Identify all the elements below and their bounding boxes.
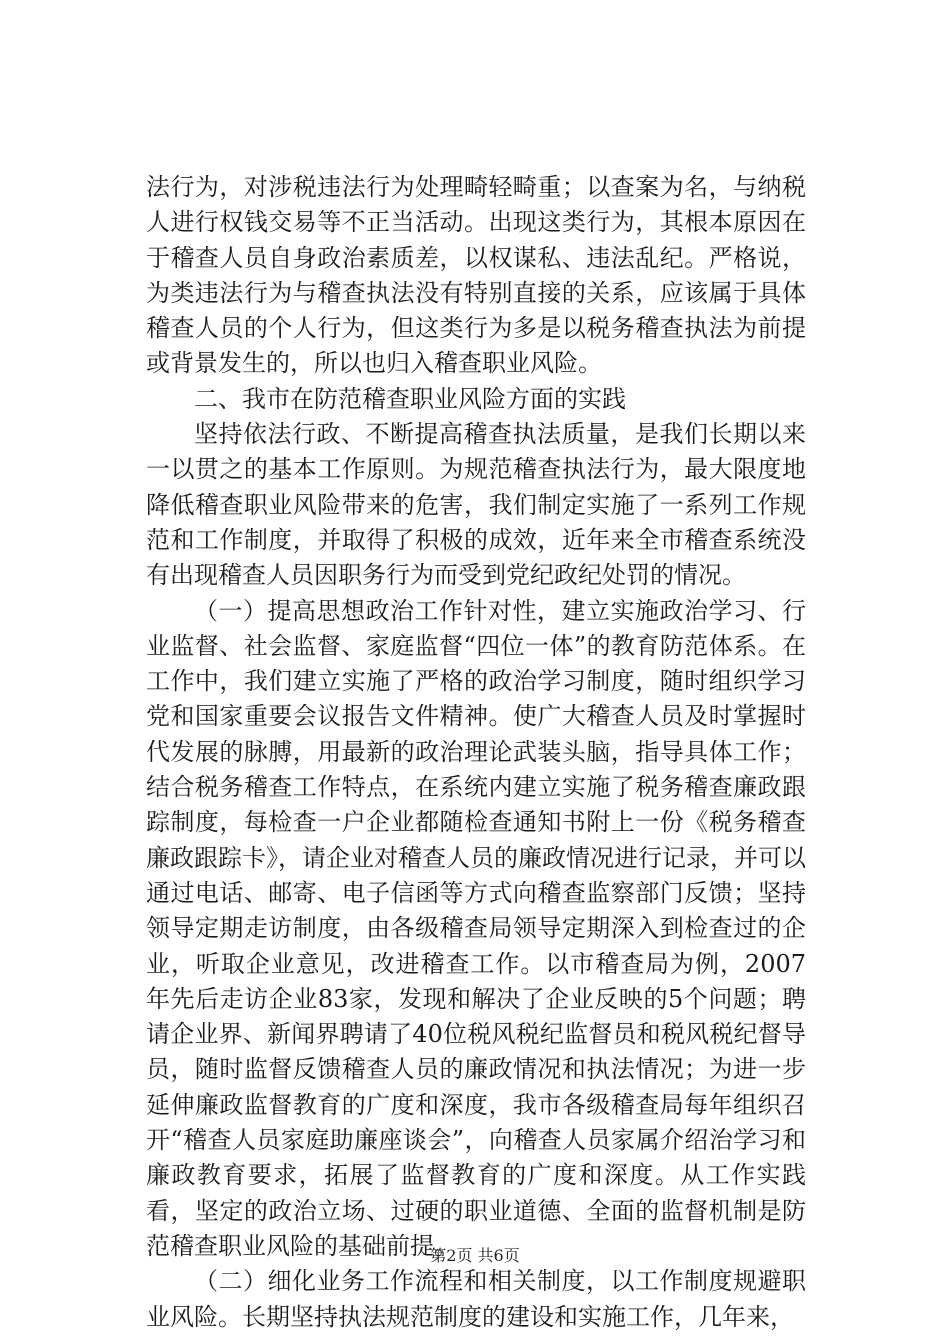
page-number-footer: 第2页 共6页 xyxy=(430,1246,520,1265)
paragraph-4: （一）提高思想政治工作针对性，建立实施政治学习、行业监督、社会监督、家庭监督“四位一体”的教育防范体系。在工作中，我们建立实施了严格的政治学习制度，随时组织学习党和国家重要会议报告文件精神。使广大稽查人员及时掌握时代发展的脉膊，用最新的政治理论武装头脑，指导具体工作；结合税务稽查工作特点，在系统内建立实施了税务稽查廉政跟踪制度，每检查一户企业都随检查通知书附上一份《税务稽查廉政跟踪卡》，请企业对稽查人员的廉政情况进行记录，并可以通过电话、邮寄、电子信函等方式向稽查监察部门反馈；坚持领导定期走访制度，由各级稽查局领导定期深入到检查过的企业，听取企业意见，改进稽查工作。以市稽查局为例，2007年先后走访企业83家，发现和解决了企业反映的5个问题；聘请企业界、新闻界聘请了40位税风税纪监督员和税风税纪督导员，随时监督反馈稽查人员的廉政情况和执法情况；为进一步延伸廉政监督教育的广度和深度，我市各级稽查局每年组织召开“稽查人员家庭助廉座谈会”，向稽查人员家属介绍治学习和廉政教育要求，拓展了监督教育的广度和深度。从工作实践看，坚定的政治立场、过硬的职业道德、全面的监督机制是防范稽查职业风险的基础前提。 xyxy=(146,596,806,1260)
paragraph-5: （二）细化业务工作流程和相关制度，以工作制度规避职业风险。长期坚持执法规范制度的建设和实施工作，几年来， xyxy=(146,1267,806,1331)
paragraph-1: 法行为，对涉税违法行为处理畸轻畸重；以查案为名，与纳税人进行权钱交易等不正当活动。出现这类行为，其根本原因在于稽查人员自身政治素质差，以权谋私、违法乱纪。严格说，为类违法行为与稽查执法没有特别直接的关系，应该属于具体稽查人员的个人行为，但这类行为多是以税务稽查执法为前提或背景发生的，所以也归入稽查职业风险。 xyxy=(146,173,806,378)
document-body xyxy=(146,170,806,1335)
paragraph-3: 坚持依法行政、不断提高稽查执法质量，是我们长期以来一以贯之的基本工作原则。为规范稽查执法行为，最大限度地降低稽查职业风险带来的危害，我们制定实施了一系列工作规范和工作制度，并取得了积极的成效，近年来全市稽查系统没有出现稽查人员因职务行为而受到党纪政纪处罚的情况。 xyxy=(146,420,806,590)
section-heading: 二、我市在防范稽查职业风险方面的实践 xyxy=(194,384,626,413)
